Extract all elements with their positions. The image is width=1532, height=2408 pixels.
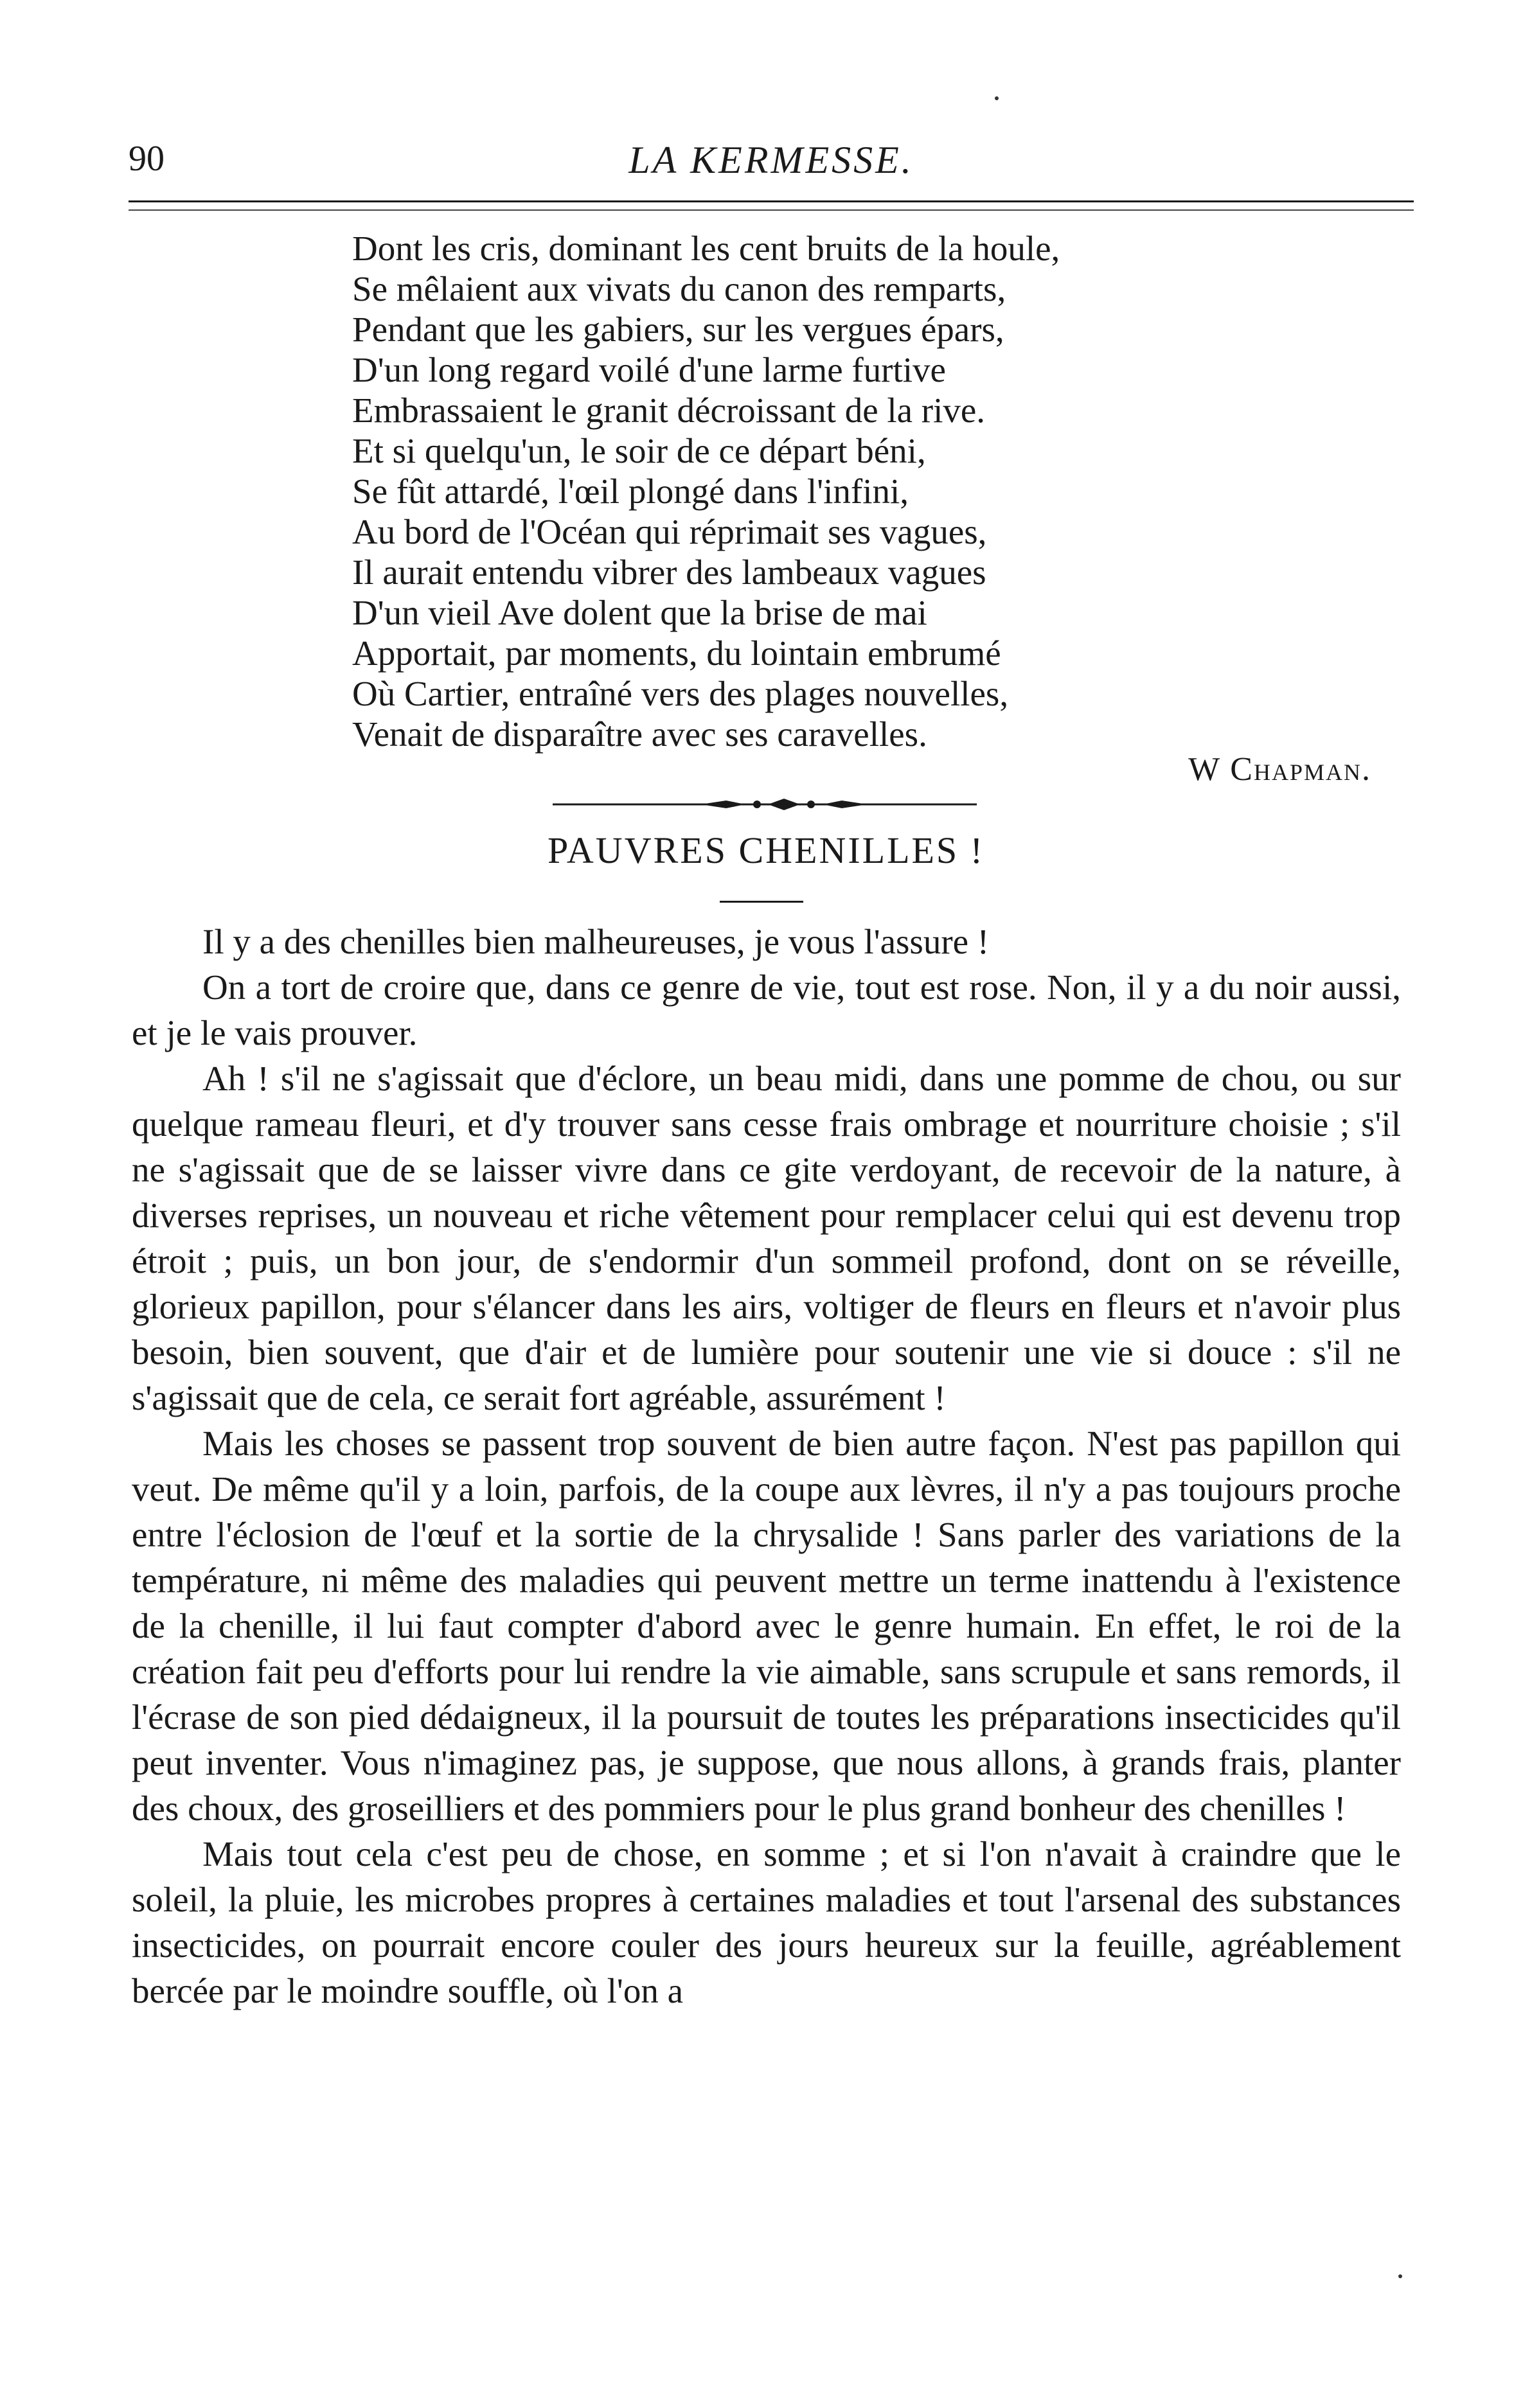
poem-line: Venait de disparaître avec ses caravelles. [352,714,927,754]
poem-signature: W Chapman. [1188,751,1371,788]
poem [352,228,1380,754]
poem-line: Au bord de l'Océan qui réprimait ses vagues, [352,512,987,551]
poem-line: Se mêlaient aux vivats du canon des remparts, [352,269,1006,308]
article-title: PAUVRES CHENILLES ! [547,829,985,871]
poem-line: D'un vieil Ave dolent que la brise de mai [352,593,927,632]
section-divider-ornament [553,797,977,812]
poem-line: Dont les cris, dominant les cent bruits de la houle, [352,229,1060,268]
header-rule [129,200,1414,202]
poem-line: Pendant que les gabiers, sur les vergues épars, [352,310,1004,349]
poem-line: Et si quelqu'un, le soir de ce départ béni, [352,431,926,470]
paragraph: On a tort de croire que, dans ce genre de vie, tout est rose. Non, il y a du noir aussi, et je le vais prouver. [132,968,1401,1052]
title-rule [720,901,803,903]
running-title: LA KERMESSE. [628,139,914,181]
header-rule-secondary [129,209,1414,211]
page-header [129,132,1414,190]
poem-line: Embrassaient le granit décroissant de la rive. [352,391,986,430]
poem-line: Se fût attardé, l'œil plongé dans l'infini, [352,472,909,511]
paragraph: Il y a des chenilles bien malheureuses, je vous l'assure ! [202,922,990,961]
poem-line: Il aurait entendu vibrer des lambeaux vagues [352,553,986,592]
poem-line: Apportait, par moments, du lointain embrumé [352,633,1001,673]
paragraph: Mais tout cela c'est peu de chose, en somme ; et si l'on n'avait à craindre que le soleil, la pluie, les microbes propres à certaines maladies et tout l'arsenal des substances insecticides, on pourrait encore couler des jours heureux sur la feuille, agréablement bercée par le moindre souffle, où l'on a [132,1834,1401,2010]
paragraph: Mais les choses se passent trop souvent de bien autre façon. N'est pas papillon qui veut. De même qu'il y a loin, parfois, de la coupe aux lèvres, il n'y a pas toujours proche entre l'éclosion de l'œuf et la sortie de la chrysalide ! Sans parler des variations de la température, ni même des maladies qui peuvent mettre un terme inattendu à l'existence de la chenille, il lui faut compter d'abord avec le genre humain. En effet, le roi de la création fait peu d'efforts pour lui rendre la vie aimable, sans scrupule et sans remords, il l'écrase de son pied dédaigneux, il la poursuit de toutes les préparations insecticides qu'il peut inventer. Vous n'imaginez pas, je suppose, que nous allons, à grands frais, planter des choux, des groseilliers et des pommiers pour le plus grand bonheur des chenilles ! [132,1424,1401,1828]
page-number: 90 [129,139,165,179]
paragraph: Ah ! s'il ne s'agissait que d'éclore, un beau midi, dans une pomme de chou, ou sur quelque rameau fleuri, et d'y trouver sans cesse frais ombrage et nourriture choisie ; s'il ne s'agissait que de se laisser vivre dans ce gite verdoyant, de recevoir de la nature, à diverses reprises, un nouveau et riche vêtement pour remplacer celui qui est devenu trop étroit ; puis, un bon jour, de s'endormir d'un sommeil profond, dont on se réveille, glorieux papillon, pour s'élancer dans les airs, voltiger de fleurs en fleurs et n'avoir plus besoin, bien souvent, que d'air et de lumière pour soutenir une vie si douce : s'il ne s'agissait que de cela, ce serait fort agréable, assurément ! [132,1059,1401,1417]
article-body [132,919,1401,2014]
ink-speck [1398,2274,1402,2278]
ink-speck [995,96,999,100]
poem-line: D'un long regard voilé d'une larme furtive [352,350,946,389]
poem-line: Où Cartier, entraîné vers des plages nouvelles, [352,674,1009,713]
